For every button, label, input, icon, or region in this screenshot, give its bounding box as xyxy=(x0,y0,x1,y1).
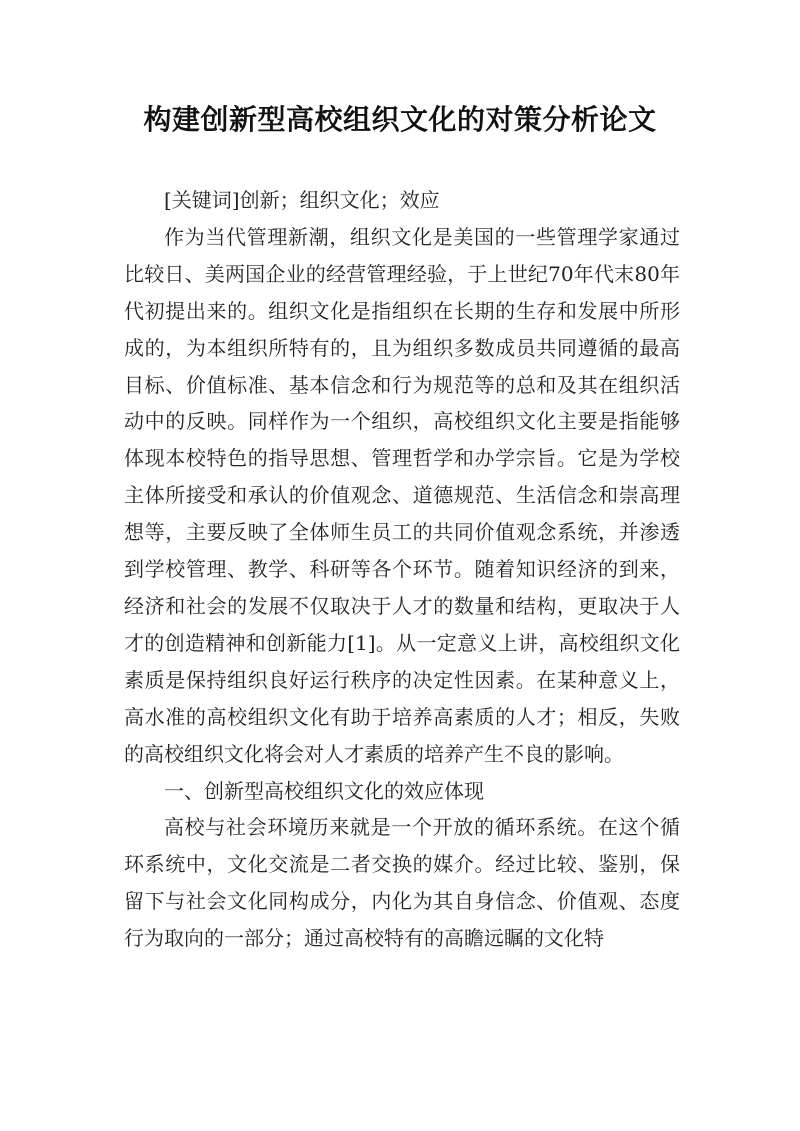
keywords-line: [关键词]创新；组织文化；效应 xyxy=(164,188,440,212)
intro-paragraph: 作为当代管理新潮，组织文化是美国的一些管理学家通过比较日、美两国企业的经营管理经验，于上世纪70年代末80年代初提出来的。组织文化是指组织在长期的生存和发展中所形成的，为本组织所特有的，且为组织多数成员共同遵循的最高目标、价值标准、基本信念和行为规范等的总和及其在组织活动中的反映。同样作为一个组织，高校组织文化主要是指能够体现本校特色的指导思想、管理哲学和办学宗旨。它是为学校主体所接受和承认的价值观念、道德规范、生活信念和崇高理想等，主要反映了全体师生员工的共同价值观念系统，并渗透到学校管理、教学、科研等各个环节。随着知识经济的到来，经济和社会的发展不仅取决于人才的数量和结构，更取决于人才的创造精神和创新能力[1]。从一定意义上讲，高校组织文化素质是保持组织良好运行秩序的决定性因素。在某种意义上，高水准的高校组织文化有助于培养高素质的人才；相反，失败的高校组织文化将会对人才素质的培养产生不良的影响。 xyxy=(124,224,680,766)
section-paragraph: 高校与社会环境历来就是一个开放的循环系统。在这个循环系统中，文化交流是二者交换的媒介。经过比较、鉴别，保留下与社会文化同构成分，内化为其自身信念、价值观、态度行为取向的一部分；通过高校特有的高瞻远瞩的文化特 xyxy=(124,815,680,951)
document-body xyxy=(124,182,680,957)
document-title: 构建创新型高校组织文化的对策分析论文 xyxy=(143,103,657,136)
section-heading: 一、创新型高校组织文化的效应体现 xyxy=(164,778,484,803)
